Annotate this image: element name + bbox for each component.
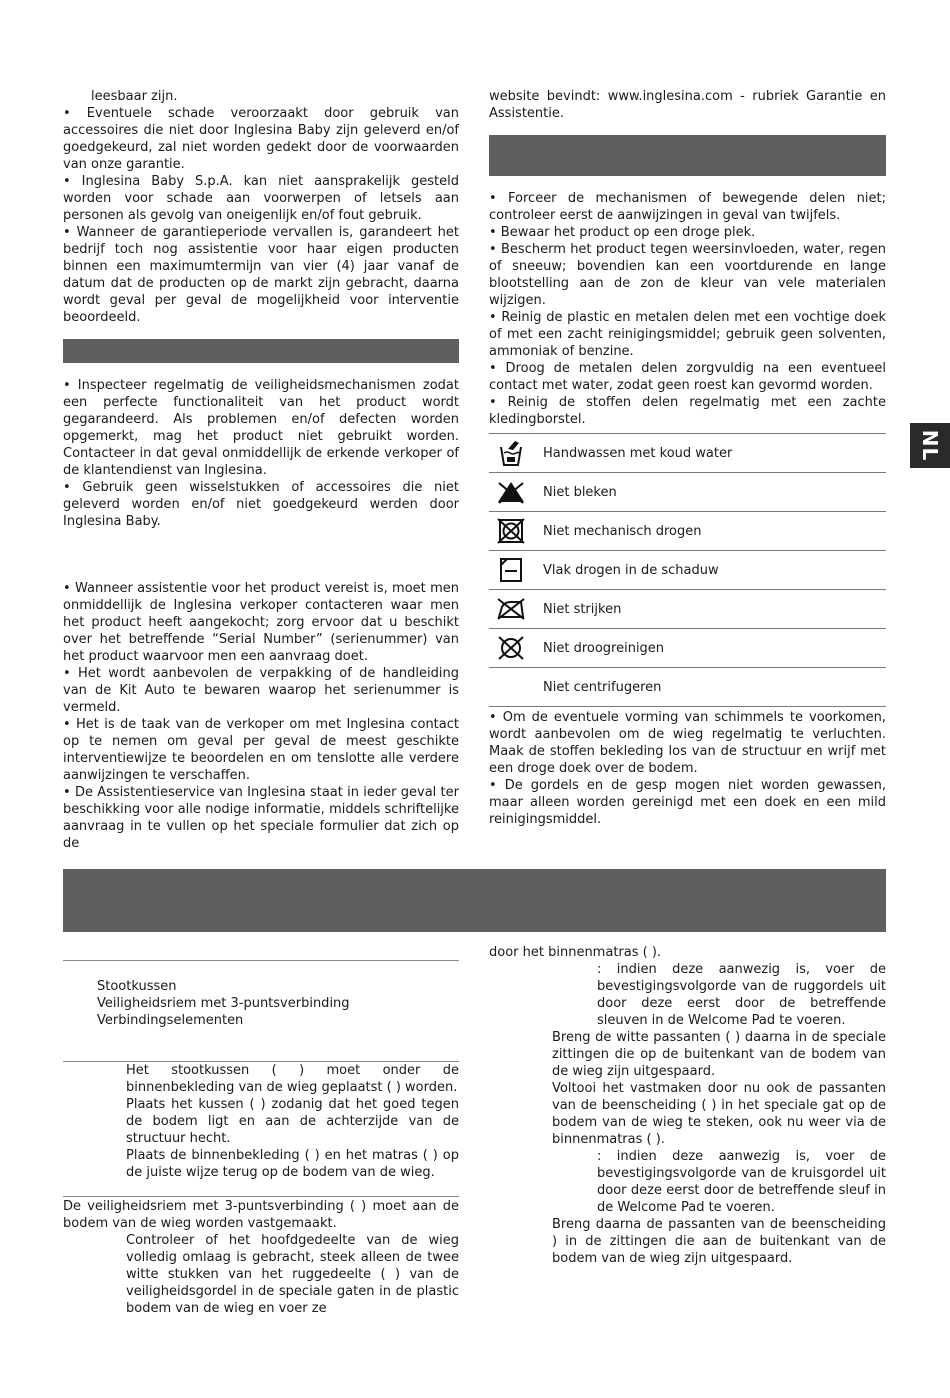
paragraph: • Forceer de mechanismen of bewegende delen niet; controleer eerst de aanwijzingen in geval van twijfels.: [489, 191, 886, 223]
assistance-continued: [489, 88, 886, 122]
divider: [63, 1196, 459, 1197]
paragraph: Voltooi het vastmaken door nu ook de passanten van de beenscheiding ( ) in het speciale gat op de bodem van de wieg te steken, ook nu weer via de binnenmatras ( ).: [552, 1081, 886, 1147]
paragraph: • Gebruik geen wisselstukken of accessoires die niet geleverd worden en/of niet goedgekeurd werden door Inglesina Baby.: [63, 480, 459, 529]
paragraph: • Wanneer assistentie voor het product vereist is, moet men onmiddellijk de Inglesina verkoper contacteren waar men het product heeft aangekocht; zorg ervoor dat u beschikt over het betreffende “Serial Number” (serienummer) van het product waarvoor men een aanvraag doet.: [63, 581, 459, 664]
paragraph: • Reinig de stoffen delen regelmatig met een zachte kledingborstel.: [489, 395, 886, 427]
language-tab: [910, 423, 950, 468]
care-label: Niet centrifugeren: [543, 679, 662, 695]
list-item: Verbindingselementen: [97, 1013, 244, 1028]
paragraph: Breng de witte passanten ( ) daarna in de speciale zittingen die op de buitenkant van de bodem van de wieg zijn uitgespaard.: [552, 1030, 886, 1079]
care-row: [489, 550, 886, 589]
paragraph: : indien deze aanwezig is, voer de bevestigingsvolgorde van de kruisgordel uit door deze eerst door de betreffende sleuf in de Welcome Pad te voeren.: [597, 1149, 886, 1215]
care-label: Vlak drogen in de schaduw: [543, 562, 719, 578]
paragraph: Plaats het kussen ( ) zodanig dat het goed tegen de bodem ligt en aan de achterzijde van de structuur hecht.: [126, 1097, 459, 1146]
paragraph: : indien deze aanwezig is, voer de bevestigingsvolgorde van de ruggordels uit door deze eerst door de betreffende sleuven in de Welcome Pad te voeren.: [597, 962, 886, 1028]
paragraph: Plaats de binnenbekleding ( ) en het matras ( ) op de juiste wijze terug op de bodem van de wieg.: [126, 1148, 459, 1180]
paragraph: Het stootkussen ( ) moet onder de binnenbekleding van de wieg geplaatst ( ) worden.: [126, 1063, 459, 1095]
paragraph: • De Assistentieservice van Inglesina staat in ieder geval ter beschikking voor alle nodige informatie, middels schriftelijke aanvraag in te vullen op het speciale formulier dat zich op de: [63, 785, 459, 851]
care-row: [489, 433, 886, 472]
no-bleach-icon: [489, 473, 533, 511]
paragraph: • Bewaar het product op een droge plek.: [489, 225, 756, 240]
no-iron-icon: [489, 590, 533, 628]
divider: [63, 960, 459, 961]
no-dry-clean-icon: [489, 629, 533, 667]
list-item: Veiligheidsriem met 3-puntsverbinding: [97, 996, 350, 1011]
paragraph: Controleer of het hoofdgedeelte van de wieg volledig omlaag is gebracht, steek alleen de twee witte stukken van het ruggedeelte ( ) van de veiligheidsgordel in de speciale gaten in de plastic bodem van de wieg en voer ze: [126, 1233, 459, 1316]
care-row: [489, 511, 886, 550]
paragraph: • Het wordt aanbevolen de verpakking of de handleiding van de Kit Auto te bewaren waarop het serienummer is vermeld.: [63, 666, 459, 715]
section-header-bar: [63, 339, 459, 363]
paragraph: door het binnenmatras ( ).: [489, 945, 662, 960]
care-label: Niet droogreinigen: [543, 640, 665, 656]
handwash-icon: [489, 434, 533, 472]
cushion-section: [63, 1062, 459, 1181]
care-label: Niet mechanisch drogen: [543, 523, 702, 539]
paragraph: • Inspecteer regelmatig de veiligheidsmechanismen zodat een perfecte functionaliteit van het product wordt gegarandeerd. Als problemen en/of defecten worden opgemerkt, mag het product niet gebruikt worden. Contacteer in dat geval onmiddellijk de erkende verkoper of de klantendienst van Inglesina.: [63, 378, 459, 478]
care-label: Niet bleken: [543, 484, 617, 500]
parts-list: [63, 978, 459, 1029]
paragraph: • Inglesina Baby S.p.A. kan niet aansprakelijk gesteld worden voor schade aan voorwerpen of letsels aan personen als gevolg van oneigenlijk en/of fout gebruik.: [63, 174, 459, 223]
paragraph: • Om de eventuele vorming van schimmels te voorkomen, wordt aanbevolen om de wieg regelmatig te verluchten. Maak de stoffen bekleding los van de structuur en wrijf met een droge doek over de bodem.: [489, 710, 886, 776]
assistance-section: [63, 580, 459, 852]
care-label: Handwassen met koud water: [543, 445, 733, 461]
paragraph: • Droog de metalen delen zorgvuldig na een eventueel contact met water, zodat geen roest kan gevormd worden.: [489, 361, 886, 393]
care-row: [489, 628, 886, 667]
paragraph: • Bescherm het product tegen weersinvloeden, water, regen of sneeuw; bovendien kan een voortdurende en lange blootstelling aan de zon de kleur van vele materialen wijzigen.: [489, 242, 886, 308]
paragraph: De veiligheidsriem met 3-puntsverbinding ( ) moet aan de bodem van de wieg worden vastgemaakt.: [63, 1199, 459, 1231]
chapter-header-bar: [63, 869, 886, 932]
belt-section: [63, 1198, 459, 1317]
ventilation-section: [489, 709, 886, 828]
care-row: [489, 589, 886, 628]
paragraph: • Eventuele schade veroorzaakt door gebruik van accessoires die niet door Inglesina Baby zijn geleverd en/of goedgekeurd, zal niet worden gedekt door de voorwaarden van onze garantie.: [63, 106, 459, 172]
care-row: [489, 667, 886, 707]
safety-section: [63, 377, 459, 530]
paragraph: • Het is de taak van de verkoper om met Inglesina contact op te nemen om geval per geval de meest geschikte interventiewijze te beoordelen en om tenslotte alle verdere aanwijzingen te verschaffen.: [63, 717, 459, 783]
paragraph: Breng daarna de passanten van de beenscheiding ) in de zittingen die aan de buitenkant van de bodem van de wieg zijn uitgespaard.: [552, 1217, 886, 1266]
paragraph: • Reinig de plastic en metalen delen met een vochtige doek of met een zacht reinigingsmiddel; gebruik geen solventen, ammoniak of benzine.: [489, 310, 886, 359]
care-section: [489, 190, 886, 428]
paragraph: • De gordels en de gesp mogen niet worden gewassen, maar alleen worden gereinigd met een doek en een mild reinigingsmiddel.: [489, 778, 886, 827]
warranty-continued: [63, 88, 459, 326]
no-tumble-dry-icon: [489, 512, 533, 550]
belt-section-continued: [489, 944, 886, 1267]
language-tab-label: NL: [918, 429, 943, 462]
section-header-bar: [489, 135, 886, 176]
paragraph: leesbaar zijn.: [91, 89, 178, 104]
care-row: [489, 472, 886, 511]
care-symbol-table: [489, 433, 886, 707]
blank-icon-cell: [489, 668, 533, 706]
care-label: Niet strijken: [543, 601, 622, 617]
paragraph: • Wanneer de garantieperiode vervallen is, garandeert het bedrijf toch nog assistentie voor haar eigen producten binnen een maximumtermijn van vier (4) jaar vanaf de datum dat de producten op de markt zijn gebracht, daarna wordt geval per geval de mogelijkheid voor interventie beoordeeld.: [63, 225, 459, 325]
dry-flat-shade-icon: [489, 551, 533, 589]
list-item: Stootkussen: [97, 979, 177, 994]
paragraph: website bevindt: www.inglesina.com - rubriek Garantie en Assistentie.: [489, 89, 886, 121]
